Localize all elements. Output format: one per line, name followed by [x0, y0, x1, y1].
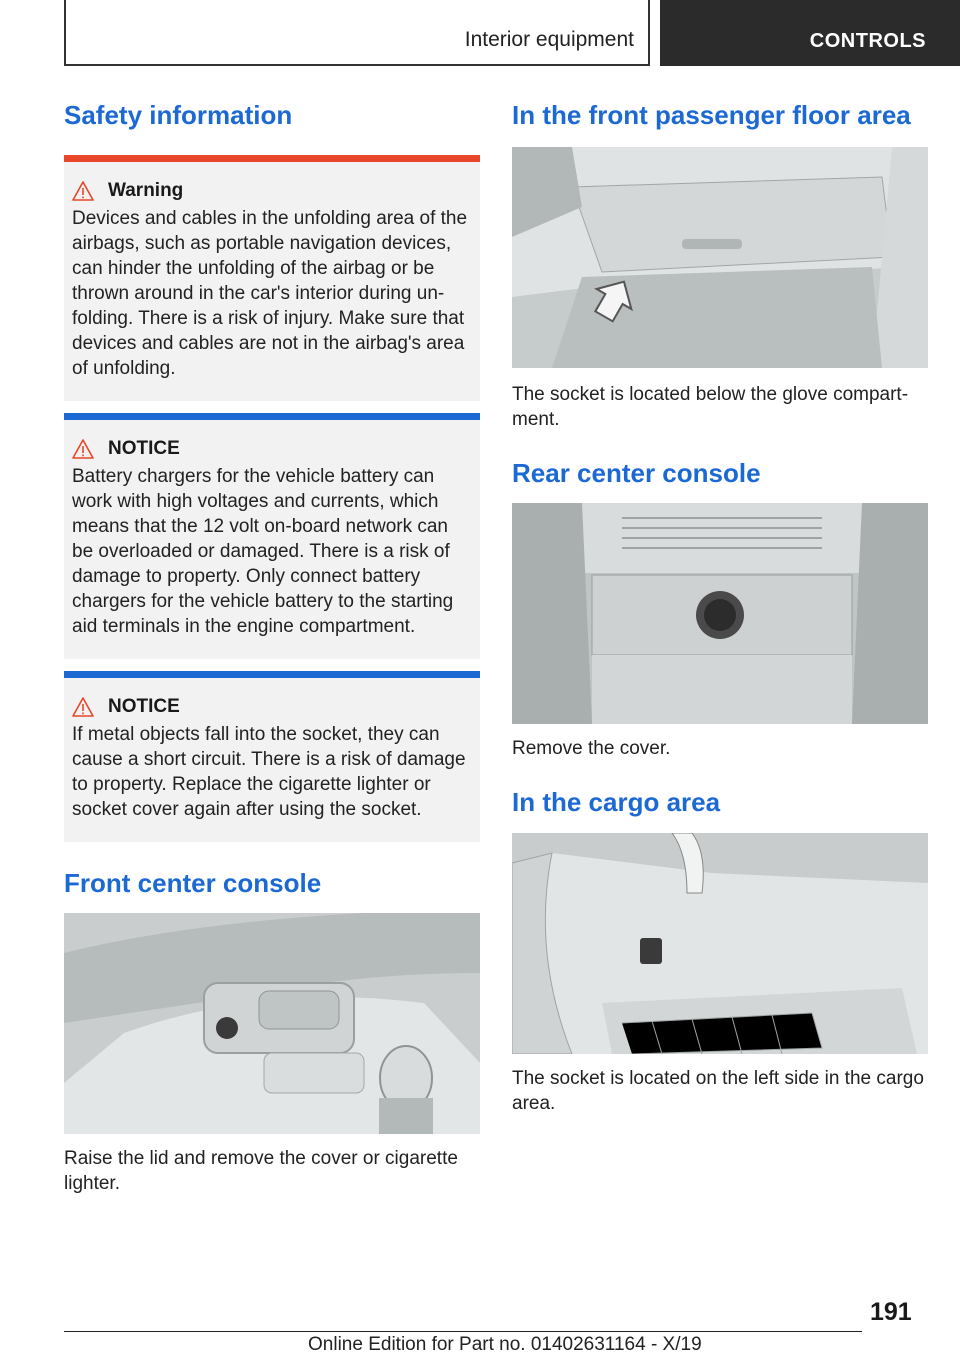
chapter-title: CONTROLS — [809, 30, 926, 52]
passenger-floor-heading: In the front passenger floor area — [512, 100, 911, 130]
left-column — [64, 100, 480, 1196]
warning-title: Warning — [108, 180, 184, 202]
notice-box-battery — [64, 413, 480, 659]
cargo-area-heading: In the cargo area — [512, 787, 721, 818]
page-number: 191 — [870, 1298, 912, 1326]
notice-text: If metal objects fall into the socket, they can cause a short circuit. There is a risk of damage to property. Replace the cigarette lighter or socket cover again after using the socket. — [72, 724, 466, 821]
cargo-area-illustration — [512, 833, 928, 1054]
cargo-area-caption: The socket is located on the left side in the cargo area. — [512, 1067, 924, 1114]
rear-console-caption: Remove the cover. — [512, 738, 671, 760]
warning-triangle-icon — [72, 697, 94, 717]
passenger-floor-caption: The socket is located below the glove compart‐ment. — [512, 384, 909, 431]
notice-text: Battery chargers for the vehicle battery can work with high voltages and currents, which means that the 12 volt on-board network can be overloaded or damaged. There is a risk of damage to property. Only connect battery chargers for the vehicle battery to the starting aid terminals in the engine compartment. — [72, 466, 454, 638]
header-chapter-tab — [660, 0, 960, 66]
rear-console-illustration — [512, 503, 928, 724]
warning-title-row — [72, 180, 472, 202]
glove-compartment-illustration — [512, 147, 928, 368]
notice-title: NOTICE — [108, 696, 180, 718]
warning-triangle-icon — [72, 439, 94, 459]
front-console-heading: Front center console — [64, 868, 322, 899]
safety-heading: Safety information — [64, 100, 293, 130]
warning-triangle-icon — [72, 181, 94, 201]
edition-text: Online Edition for Part no. 01402631164 - X/19 — [308, 1334, 702, 1355]
notice-title-row — [72, 696, 472, 718]
front-console-caption: Raise the lid and remove the cover or cigarette lighter. — [64, 1148, 458, 1195]
section-title: Interior equipment — [464, 28, 634, 51]
right-column — [512, 100, 928, 1116]
notice-title-row — [72, 438, 472, 460]
front-console-illustration — [64, 913, 480, 1134]
footer-divider — [64, 1331, 862, 1332]
warning-text: Devices and cables in the unfolding area of the airbags, such as portable navigation devices, can hinder the unfolding of the airbag or be thrown around in the car's interior during un‐folding. There is a risk of injury. Make sure that devices and cables are not in the airbag's area of unfolding. — [72, 208, 468, 380]
notice-box-socket — [64, 671, 480, 842]
rear-console-heading: Rear center console — [512, 458, 761, 489]
notice-title: NOTICE — [108, 438, 180, 460]
header-section-tab — [64, 0, 650, 66]
warning-box — [64, 155, 480, 401]
